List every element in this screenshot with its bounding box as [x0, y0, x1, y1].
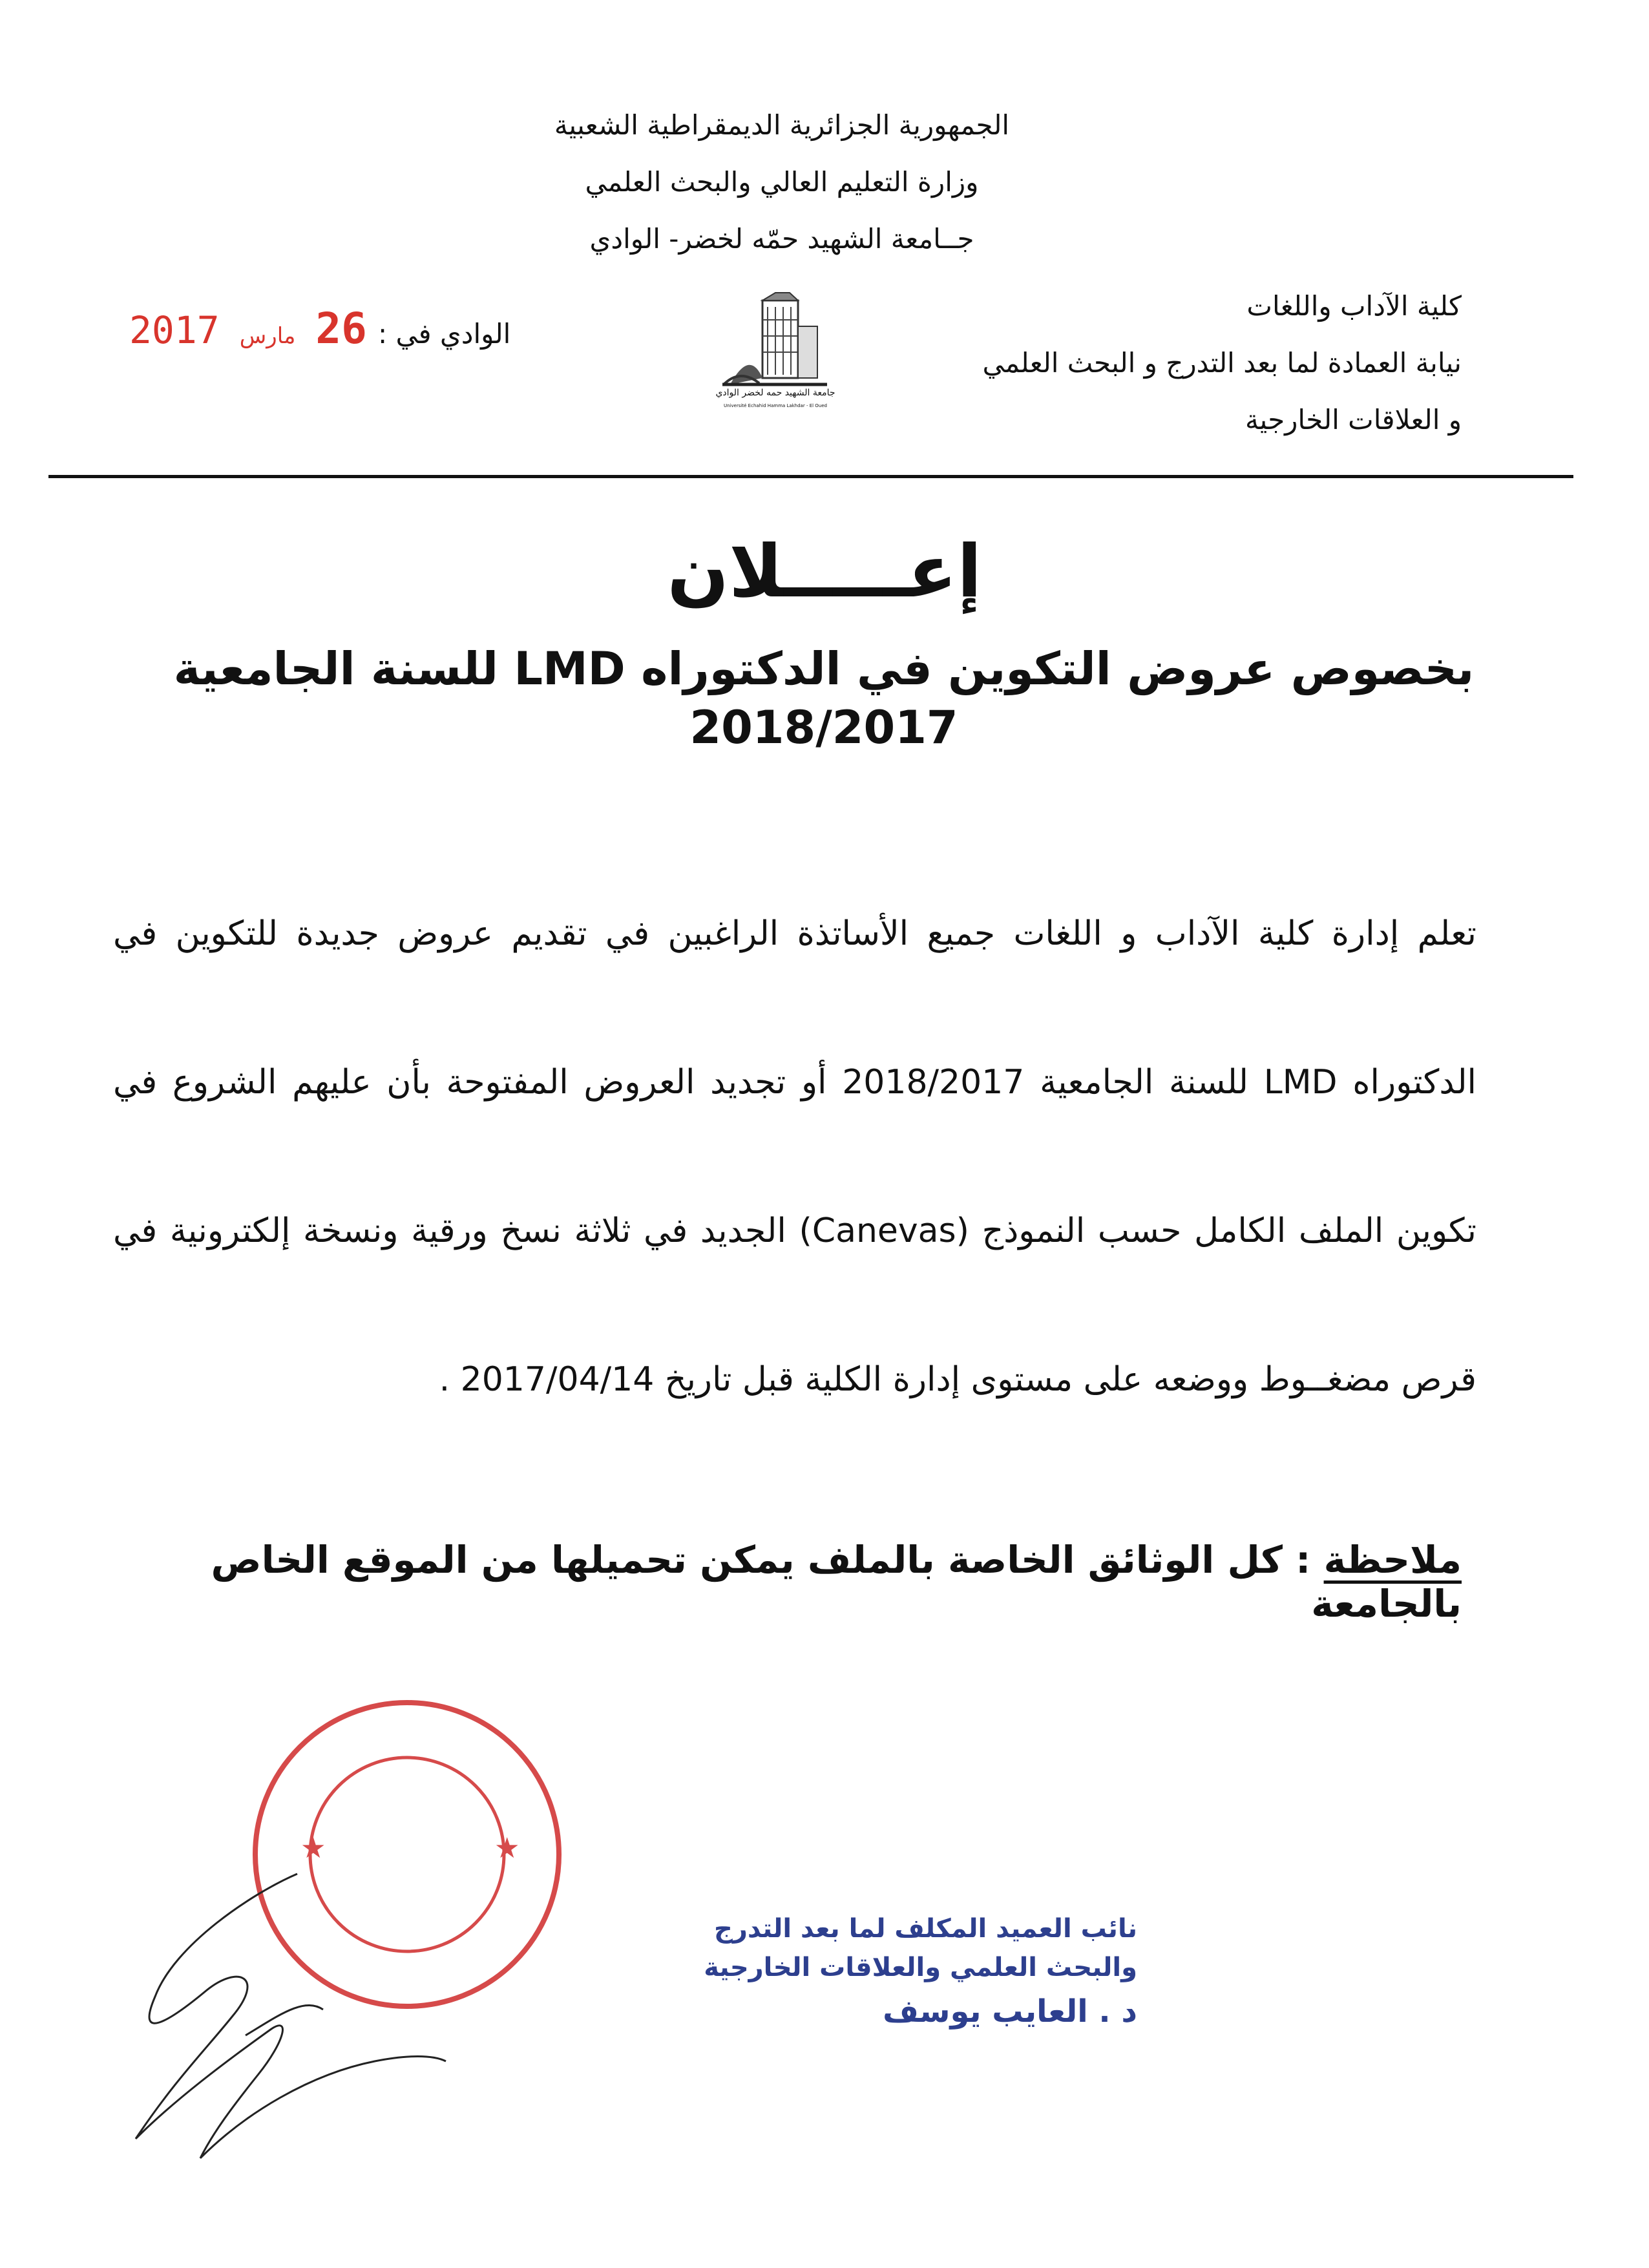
date-label: الوادي في : — [377, 318, 511, 350]
signer-title-line-1: نائب العميد المكلف لما بعد التدرج — [714, 1914, 1137, 1944]
note-text: : كل الوثائق الخاصة بالملف يمكن تحميلها من الموقع الخاص بالجامعة — [211, 1538, 1462, 1626]
university-name: جــامعة الشهيد حمّه لخضر- الوادي — [589, 223, 974, 255]
announcement-body: تعلم إدارة كلية الآداب و اللغات جميع الأساتذة الراغبين في تقديم عروض جديدة للتكوين في الدكتوراه LMD للسنة الجامعية 2018/2017 أو تجديد العروض المفتوحة بأن عليهم الشروع في تكوين الملف الكامل حسب النموذج (Canevas) الجديد في ثلاثة نسخ ورقية ونسخة إلكترونية في قرص مضغــوط ووضعه على مستوى إدارة الكلية قبل تاريخ 2017/04/14 . — [113, 914, 1477, 1399]
logo-caption-latin: Université Echahid Hamma Lakhdar - El Oued — [723, 403, 827, 408]
republic-name: الجمهورية الجزائرية الديمقراطية الشعبية — [554, 109, 1010, 141]
university-logo-icon — [717, 288, 834, 426]
institution-header — [491, 97, 1073, 268]
date-month: مارس — [239, 323, 296, 349]
ministry-name: وزارة التعليم العالي والبحث العلمي — [585, 166, 979, 198]
signer-title — [698, 1909, 1137, 1987]
office-line-1: نيابة العمادة لما بعد التدرج و البحث العلمي — [982, 347, 1462, 379]
academic-year: 2018/2017 — [689, 701, 958, 754]
announcement-title: إعـــــلان — [667, 530, 982, 614]
announcement-subtitle: بخصوص عروض التكوين في الدكتوراه LMD للسنة الجامعية — [173, 642, 1475, 695]
date-year: 2017 — [129, 308, 220, 352]
signer-title-line-2: والبحث العلمي والعلاقات الخارجية — [704, 1953, 1137, 1982]
faculty-block — [880, 278, 1462, 448]
note — [105, 1538, 1462, 1626]
header-divider — [48, 475, 1573, 478]
logo-caption: جامعة الشهيد حمه لخضر الوادي — [715, 388, 835, 398]
note-label: ملاحظة — [1323, 1538, 1462, 1582]
handwritten-signature-icon — [97, 1867, 452, 2178]
date-line — [129, 304, 510, 353]
faculty-name: كلية الآداب واللغات — [1246, 290, 1462, 322]
signer-name: د . العايب يوسف — [883, 1993, 1137, 2030]
svg-text:★: ★ — [494, 1832, 520, 1865]
office-line-2: و العلاقات الخارجية — [1245, 404, 1462, 436]
svg-text:★: ★ — [300, 1832, 326, 1865]
date-day: 26 — [315, 304, 367, 353]
